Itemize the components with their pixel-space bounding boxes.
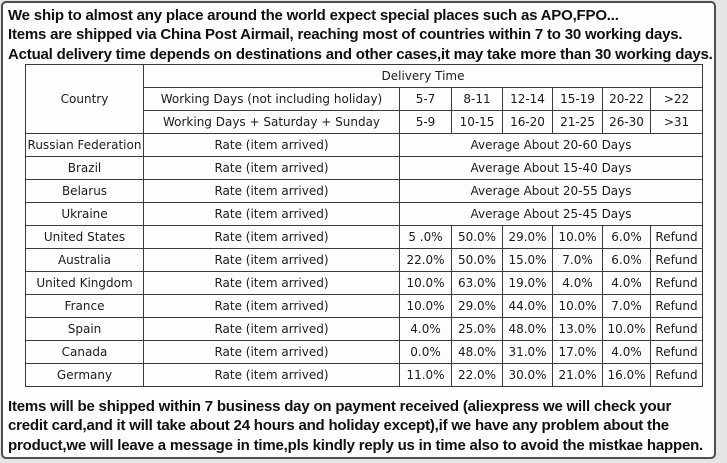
rate-percent-cell: 15.0%	[503, 249, 553, 272]
rate-percent-cell: 48.0%	[452, 341, 503, 364]
rate-label-cell: Rate (item arrived)	[144, 341, 400, 364]
rate-label-cell: Rate (item arrived)	[144, 203, 400, 226]
refund-cell: Refund	[651, 364, 703, 387]
country-cell: Spain	[26, 318, 144, 341]
average-days-cell: Average About 20-60 Days	[400, 134, 703, 157]
refund-cell: Refund	[651, 318, 703, 341]
country-cell: Canada	[26, 341, 144, 364]
rate-percent-cell: 11.0%	[400, 364, 452, 387]
footer-paragraph: Items will be shipped within 7 business day on payment received (aliexpress we will check your credit card,and it will take about 24 hours and holiday except),if we have any problem about the product,we will leave a message in time,pls kindly reply us in time also to avoid the mistkae happen.	[8, 398, 704, 454]
shipping-notice-panel	[1, 1, 716, 459]
range-cell: >31	[651, 111, 703, 134]
range-cell: 12-14	[503, 88, 553, 111]
rate-percent-cell: 5 .0%	[400, 226, 452, 249]
rate-percent-cell: 7.0%	[603, 295, 651, 318]
range-cell: 21-25	[553, 111, 603, 134]
range-cell: 20-22	[603, 88, 651, 111]
range-cell: 8-11	[452, 88, 503, 111]
rate-percent-cell: 10.0%	[400, 272, 452, 295]
rate-percent-cell: 29.0%	[503, 226, 553, 249]
table-row-average	[26, 134, 703, 157]
rate-percent-cell: 10.0%	[553, 226, 603, 249]
country-cell: United Kingdom	[26, 272, 144, 295]
table-row-rate	[26, 226, 703, 249]
working-days-label-cell: Working Days + Saturday + Sunday	[144, 111, 400, 134]
refund-cell: Refund	[651, 272, 703, 295]
delivery-time-header-cell: Delivery Time	[144, 65, 703, 88]
rate-percent-cell: 44.0%	[503, 295, 553, 318]
average-days-cell: Average About 25-45 Days	[400, 203, 703, 226]
delivery-time-table	[25, 64, 703, 387]
country-cell: Brazil	[26, 157, 144, 180]
range-cell: 5-9	[400, 111, 452, 134]
rate-label-cell: Rate (item arrived)	[144, 364, 400, 387]
intro-paragraph	[8, 6, 713, 64]
rate-percent-cell: 63.0%	[452, 272, 503, 295]
rate-label-cell: Rate (item arrived)	[144, 180, 400, 203]
table-row-rate	[26, 272, 703, 295]
rate-label-cell: Rate (item arrived)	[144, 134, 400, 157]
rate-percent-cell: 29.0%	[452, 295, 503, 318]
rate-percent-cell: 10.0%	[553, 295, 603, 318]
country-header-cell: Country	[26, 65, 144, 134]
rate-label-cell: Rate (item arrived)	[144, 272, 400, 295]
rate-percent-cell: 30.0%	[503, 364, 553, 387]
country-cell: Ukraine	[26, 203, 144, 226]
header-row-delivery-time	[26, 65, 703, 88]
country-cell: Russian Federation	[26, 134, 144, 157]
rate-percent-cell: 19.0%	[503, 272, 553, 295]
country-cell: Belarus	[26, 180, 144, 203]
country-cell: Germany	[26, 364, 144, 387]
intro-line-3: Actual delivery time depends on destinations and other cases,it may take more than 30 working days.	[8, 45, 713, 63]
rate-percent-cell: 50.0%	[452, 249, 503, 272]
rate-percent-cell: 48.0%	[503, 318, 553, 341]
table-row-average	[26, 203, 703, 226]
rate-label-cell: Rate (item arrived)	[144, 295, 400, 318]
rate-percent-cell: 6.0%	[603, 226, 651, 249]
rate-label-cell: Rate (item arrived)	[144, 318, 400, 341]
rate-percent-cell: 4.0%	[400, 318, 452, 341]
rate-percent-cell: 17.0%	[553, 341, 603, 364]
refund-cell: Refund	[651, 226, 703, 249]
rate-label-cell: Rate (item arrived)	[144, 249, 400, 272]
table-row-average	[26, 157, 703, 180]
rate-percent-cell: 16.0%	[603, 364, 651, 387]
rate-percent-cell: 10.0%	[603, 318, 651, 341]
country-cell: United States	[26, 226, 144, 249]
rate-percent-cell: 21.0%	[553, 364, 603, 387]
rate-percent-cell: 0.0%	[400, 341, 452, 364]
rate-percent-cell: 31.0%	[503, 341, 553, 364]
rate-percent-cell: 10.0%	[400, 295, 452, 318]
rate-label-cell: Rate (item arrived)	[144, 226, 400, 249]
country-cell: Australia	[26, 249, 144, 272]
table-row-rate	[26, 341, 703, 364]
rate-percent-cell: 22.0%	[400, 249, 452, 272]
range-cell: 26-30	[603, 111, 651, 134]
rate-label-cell: Rate (item arrived)	[144, 157, 400, 180]
table-row-rate	[26, 364, 703, 387]
rate-percent-cell: 13.0%	[553, 318, 603, 341]
table-row-rate	[26, 295, 703, 318]
range-cell: 5-7	[400, 88, 452, 111]
intro-line-2: Items are shipped via China Post Airmail, reaching most of countries within 7 to 30 working days.	[8, 26, 683, 44]
range-cell: 15-19	[553, 88, 603, 111]
range-cell: 16-20	[503, 111, 553, 134]
rate-percent-cell: 4.0%	[603, 341, 651, 364]
rate-percent-cell: 50.0%	[452, 226, 503, 249]
table-row-rate	[26, 249, 703, 272]
rate-percent-cell: 7.0%	[553, 249, 603, 272]
rate-percent-cell: 4.0%	[603, 272, 651, 295]
range-cell: >22	[651, 88, 703, 111]
intro-line-1: We ship to almost any place around the world expect special places such as APO,FPO...	[8, 7, 619, 24]
average-days-cell: Average About 20-55 Days	[400, 180, 703, 203]
refund-cell: Refund	[651, 249, 703, 272]
rate-percent-cell: 22.0%	[452, 364, 503, 387]
table-row-rate	[26, 318, 703, 341]
working-days-label-cell: Working Days (not including holiday)	[144, 88, 400, 111]
rate-percent-cell: 25.0%	[452, 318, 503, 341]
table-row-average	[26, 180, 703, 203]
average-days-cell: Average About 15-40 Days	[400, 157, 703, 180]
refund-cell: Refund	[651, 341, 703, 364]
rate-percent-cell: 6.0%	[603, 249, 651, 272]
rate-percent-cell: 4.0%	[553, 272, 603, 295]
refund-cell: Refund	[651, 295, 703, 318]
country-cell: France	[26, 295, 144, 318]
range-cell: 10-15	[452, 111, 503, 134]
